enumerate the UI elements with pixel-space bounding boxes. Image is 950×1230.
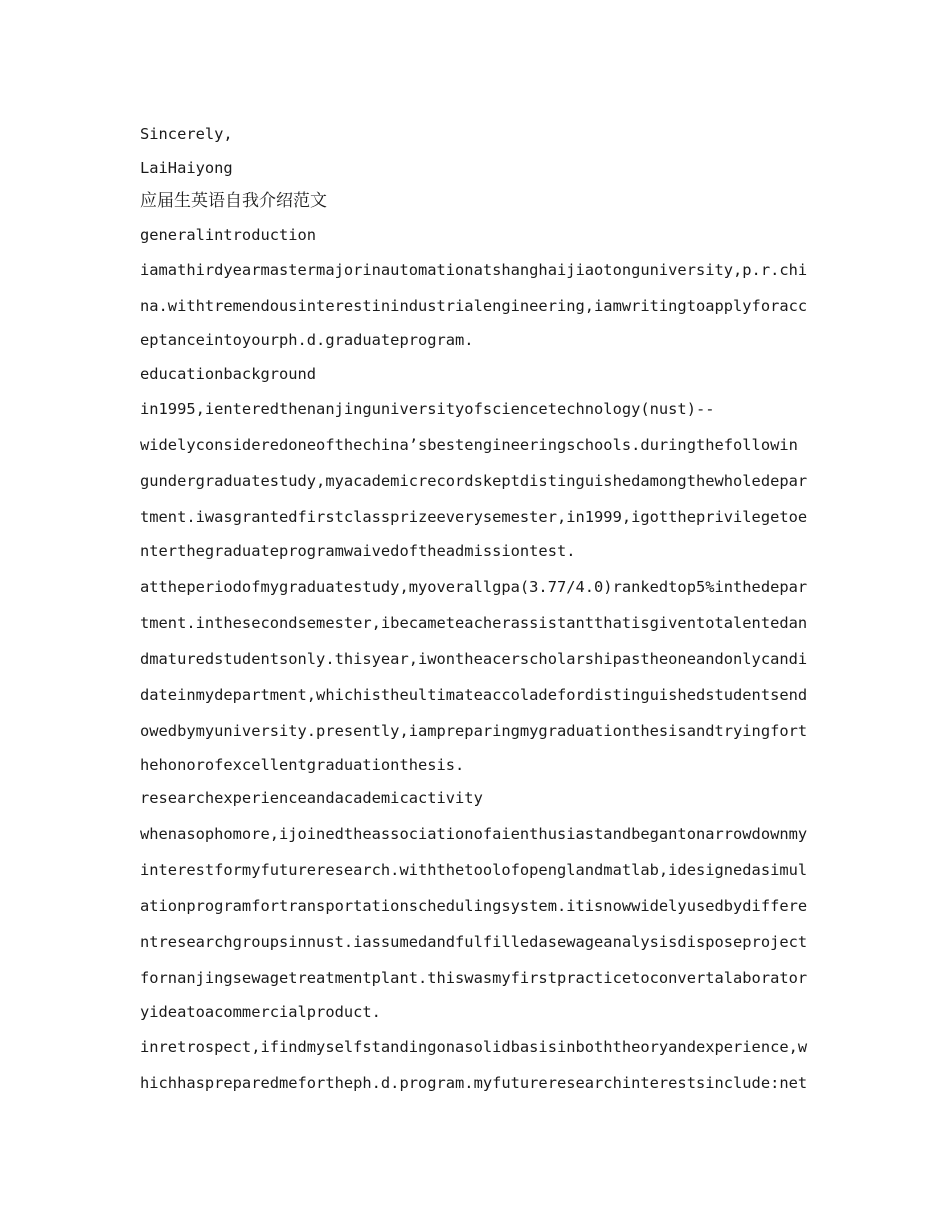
paragraph-line: in1995,ienteredthenanjinguniversityofsciencetechnology(nust)-- xyxy=(140,400,715,418)
paragraph-line: widelyconsideredoneofthechina’sbestengineeringschools.duringthefollowin xyxy=(140,436,798,454)
paragraph-line: dmaturedstudentsonly.thisyear,iwontheacerscholarshipastheoneandonlycandi xyxy=(140,649,808,668)
closing-name: LaiHaiyong xyxy=(140,158,233,177)
paragraph-line: eptanceintoyourph.d.graduateprogram. xyxy=(140,331,474,349)
paragraph-line: iamathirdyearmastermajorinautomationatshanghaijiaotonguniversity,p.r.chi xyxy=(140,261,808,279)
paragraph-line: tment.inthesecondsemester,ibecameteacherassistantthatisgiventotalentedan xyxy=(140,613,808,632)
section-heading-research: researchexperienceandacademicactivity xyxy=(140,789,483,807)
paragraph-line: gundergraduatestudy,myacademicrecordskeptdistinguishedamongthewholedepar xyxy=(140,472,808,490)
paragraph-line: attheperiodofmygraduatestudy,myoverallgpa(3.77/4.0)rankedtop5%inthedepar xyxy=(140,577,808,596)
paragraph-line: hichhaspreparedmefortheph.d.program.myfutureresearchinterestsinclude:net xyxy=(140,1074,808,1092)
document-title: 应届生英语自我介绍范文 xyxy=(140,191,327,211)
section-heading-general: generalintroduction xyxy=(140,225,317,244)
paragraph-line: whenasophomore,ijoinedtheassociationofaienthusiastandbegantonarrowdownmy xyxy=(140,824,808,843)
paragraph-line: na.withtremendousinterestinindustrialengineering,iamwritingtoapplyforacc xyxy=(140,297,808,315)
paragraph-line: owedbymyuniversity.presently,iampreparingmygraduationthesisandtryingfort xyxy=(140,721,808,740)
paragraph-line: fornanjingsewagetreatmentplant.thiswasmyfirstpracticetoconvertalaborator xyxy=(140,968,808,987)
paragraph-line: tment.iwasgrantedfirstclassprizeeverysemester,in1999,igottheprivilegetoe xyxy=(140,508,808,526)
paragraph-line: inretrospect,ifindmyselfstandingonasolidbasisinboththeoryandexperience,w xyxy=(140,1038,808,1056)
paragraph-line: yideatoacommercialproduct. xyxy=(140,1002,381,1021)
document-body xyxy=(140,118,812,1101)
paragraph-line: nterthegraduateprogramwaivedoftheadmissiontest. xyxy=(140,542,576,560)
paragraph-line: dateinmydepartment,whichistheultimateaccoladefordistinguishedstudentsend xyxy=(140,685,808,704)
paragraph-line: hehonorofexcellentgraduationthesis. xyxy=(140,755,465,774)
paragraph-line: ationprogramfortransportationschedulingsystem.itisnowwidelyusedbydiffere xyxy=(140,896,808,915)
paragraph-line: ntresearchgroupsinnust.iassumedandfulfilledasewageanalysisdisposeproject xyxy=(140,932,808,951)
closing-salutation: Sincerely, xyxy=(140,125,233,143)
paragraph-line: interestformyfutureresearch.withthetoolofopenglandmatlab,idesignedasimul xyxy=(140,860,808,879)
section-heading-education: educationbackground xyxy=(140,364,317,383)
